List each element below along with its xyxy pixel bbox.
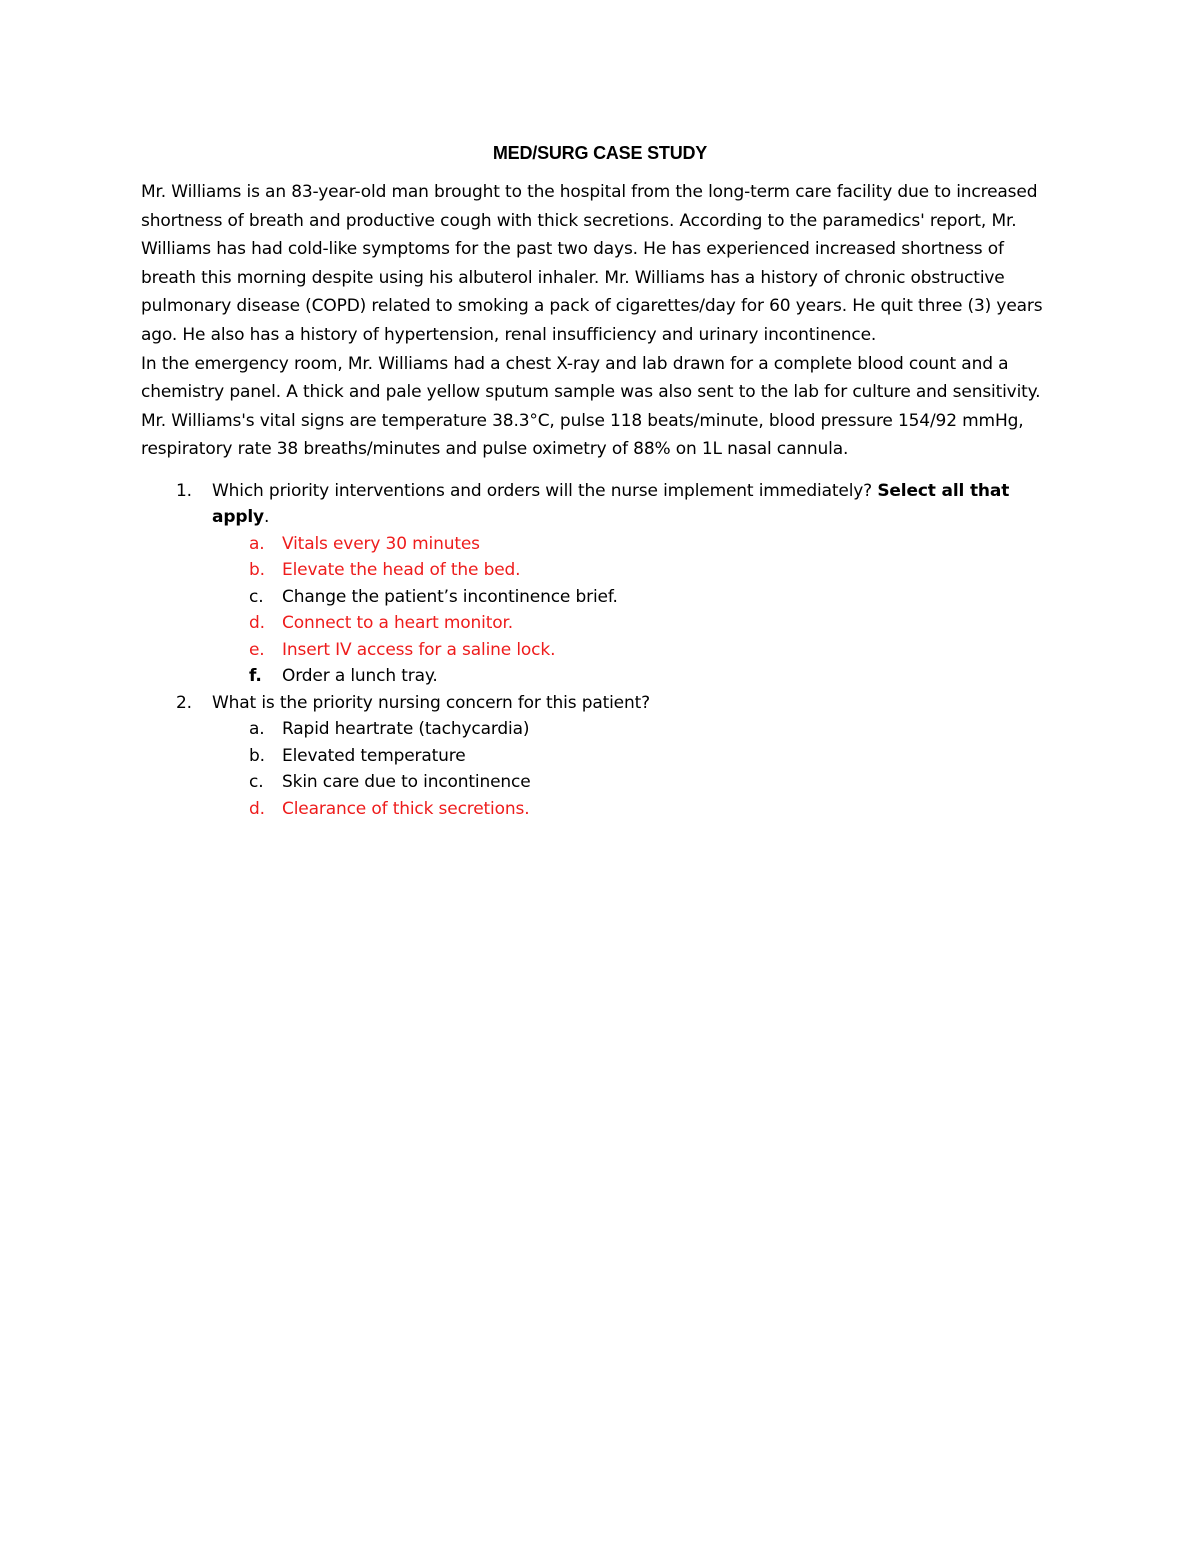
- option-text: Order a lunch tray.: [282, 666, 438, 687]
- question-2-options: [141, 716, 1059, 822]
- option-text: Insert IV access for a saline lock.: [282, 639, 556, 660]
- list-item: [141, 796, 1059, 823]
- option-letter: c.: [249, 586, 264, 607]
- list-item: [141, 716, 1059, 743]
- question-2: [141, 690, 1059, 717]
- option-text: Vitals every 30 minutes: [282, 533, 480, 554]
- question-1: [141, 478, 1059, 531]
- question-text: Which priority interventions and orders will the nurse implement immediately?: [212, 480, 878, 501]
- question-emphasis: Select all that apply: [212, 480, 1010, 528]
- option-letter: f.: [249, 666, 262, 687]
- option-letter: b.: [249, 745, 265, 766]
- list-item: [141, 557, 1059, 584]
- option-letter: d.: [249, 613, 265, 634]
- list-item: [141, 610, 1059, 637]
- case-paragraph-history: Mr. Williams is an 83-year-old man brought to the hospital from the long-term care facility due to increased shortness of breath and productive cough with thick secretions. According to the paramedics' report, Mr. Williams has had cold-like symptoms for the past two days. He has experienced increased shortness of breath this morning despite using his albuterol inhaler. Mr. Williams has a history of chronic obstructive pulmonary disease (COPD) related to smoking a pack of cigarettes/day for 60 years. He quit three (3) years ago. He also has a history of hypertension, renal insufficiency and urinary incontinence.: [141, 182, 1043, 345]
- question-list: [141, 478, 1059, 823]
- option-letter: d.: [249, 798, 265, 819]
- list-item: [141, 637, 1059, 664]
- document-title: MED/SURG CASE STUDY: [492, 143, 708, 163]
- case-paragraph-vital-signs: Mr. Williams's vital signs are temperature 38.3°C, pulse 118 beats/minute, blood pressure 154/92 mmHg, respiratory rate 38 breaths/minutes and pulse oximetry of 88% on 1L nasal cannula.: [141, 410, 1024, 460]
- option-letter: e.: [249, 639, 265, 660]
- question-number: 1.: [176, 480, 192, 501]
- list-item: [141, 531, 1059, 558]
- option-text: Elevated temperature: [282, 745, 466, 766]
- option-text: Connect to a heart monitor.: [282, 613, 514, 634]
- list-item: [141, 743, 1059, 770]
- case-paragraph-emergency-room: In the emergency room, Mr. Williams had a chest X-ray and lab drawn for a complete blood count and a chemistry panel. A thick and pale yellow sputum sample was also sent to the lab for culture and sensitivity.: [141, 353, 1041, 403]
- option-text: Rapid heartrate (tachycardia): [282, 719, 530, 740]
- document-page: [141, 141, 1059, 822]
- list-item: [141, 584, 1059, 611]
- question-text: What is the priority nursing concern for this patient?: [212, 692, 651, 713]
- option-letter: a.: [249, 719, 265, 740]
- option-text: Change the patient’s incontinence brief.: [282, 586, 618, 607]
- option-letter: a.: [249, 533, 265, 554]
- option-letter: b.: [249, 560, 265, 581]
- question-1-options: [141, 531, 1059, 690]
- option-text: Elevate the head of the bed.: [282, 560, 521, 581]
- option-text: Skin care due to incontinence: [282, 772, 531, 793]
- option-letter: c.: [249, 772, 264, 793]
- list-item: [141, 663, 1059, 690]
- option-text: Clearance of thick secretions.: [282, 798, 530, 819]
- question-emphasis-suffix: .: [263, 507, 270, 528]
- question-number: 2.: [176, 692, 192, 713]
- list-item: [141, 769, 1059, 796]
